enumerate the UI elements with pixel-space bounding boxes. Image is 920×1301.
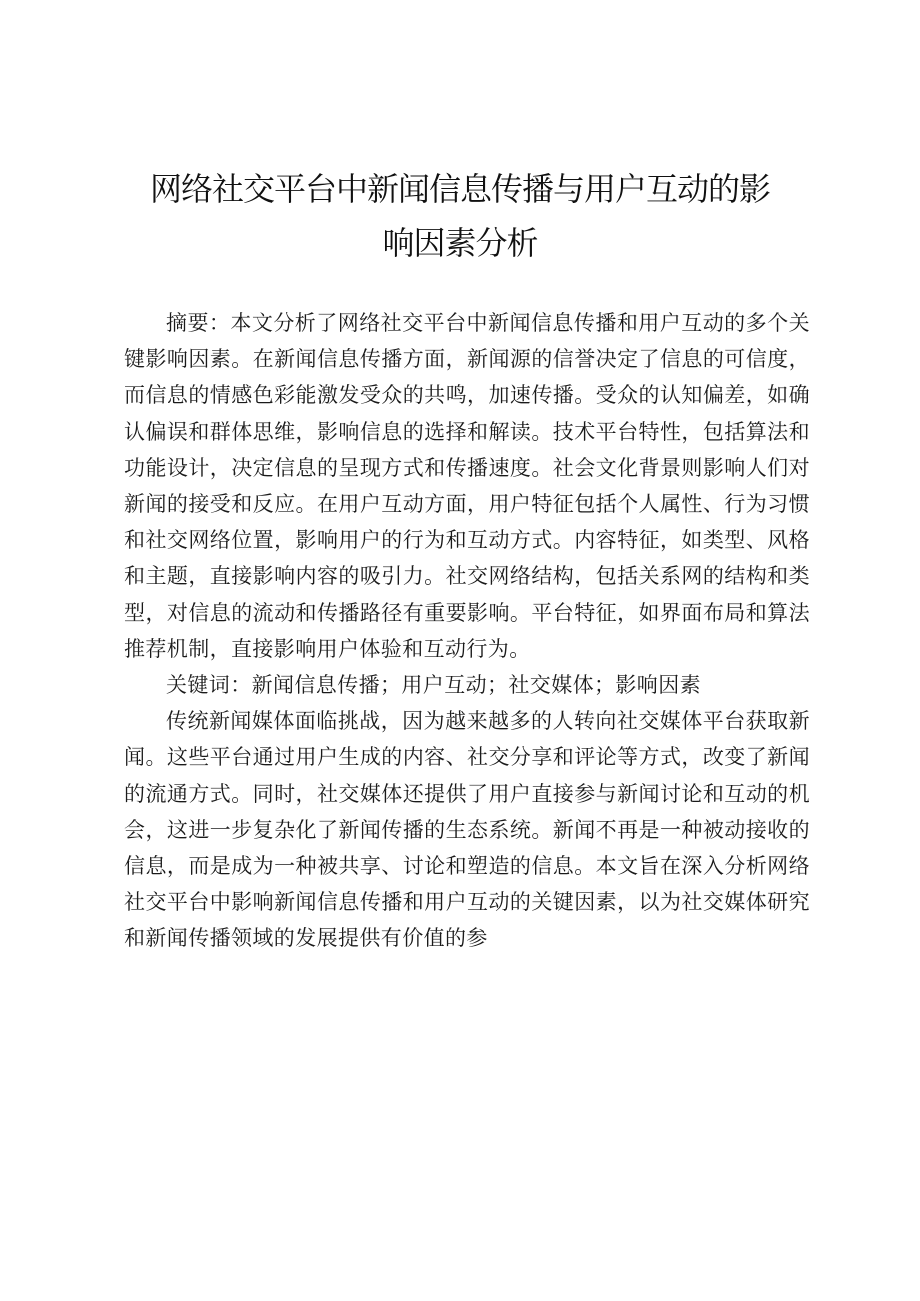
keywords-paragraph [124,667,810,703]
intro-paragraph: 传统新闻媒体面临挑战，因为越来越多的人转向社交媒体平台获取新闻。这些平台通过用户生成的内容、社交分享和评论等方式，改变了新闻的流通方式。同时，社交媒体还提供了用户直接参与新闻讨论和互动的机会，这进一步复杂化了新闻传播的生态系统。新闻不再是一种被动接收的信息，而是成为一种被共享、讨论和塑造的信息。本文旨在深入分析网络社交平台中影响新闻信息传播和用户互动的关键因素，以为社交媒体研究和新闻传播领域的发展提供有价值的参 [124,709,810,951]
keywords-label: 关键词： [166,673,252,698]
abstract-paragraph [124,305,810,667]
abstract-text: 本文分析了网络社交平台中新闻信息传播和用户互动的多个关键影响因素。在新闻信息传播方面，新闻源的信誉决定了信息的可信度，而信息的情感色彩能激发受众的共鸣，加速传播。受众的认知偏差，如确认偏误和群体思维，影响信息的选择和解读。技术平台特性，包括算法和功能设计，决定信息的呈现方式和传播速度。社会文化背景则影响人们对新闻的接受和反应。在用户互动方面，用户特征包括个人属性、行为习惯和社交网络位置，影响用户的行为和互动方式。内容特征，如类型、风格和主题，直接影响内容的吸引力。社交网络结构，包括关系网的结构和类型，对信息的流动和传播路径有重要影响。平台特征，如界面布局和算法推荐机制，直接影响用户体验和互动行为。 [124,311,810,661]
abstract-label: 摘要： [166,311,231,335]
page-title: 网络社交平台中新闻信息传播与用户互动的影响因素分析 [149,170,770,262]
document-body [124,305,810,957]
keywords-text: 新闻信息传播；用户互动；社交媒体；影响因素 [251,673,702,698]
